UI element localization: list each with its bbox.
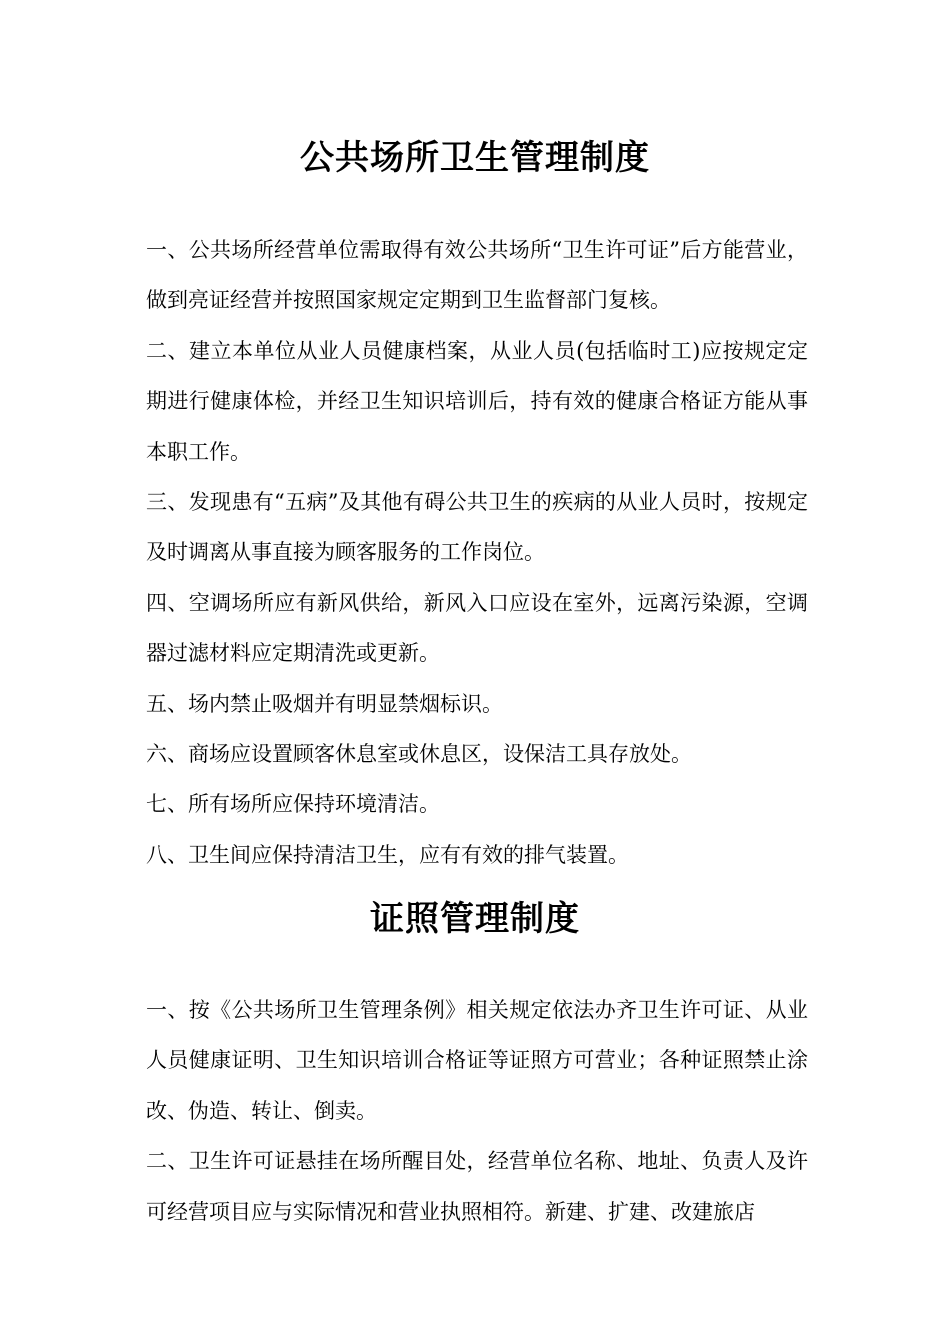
section-title-public-hygiene: 公共场所卫生管理制度 (300, 138, 650, 178)
section-public-hygiene-body (146, 225, 808, 880)
section-license-body (146, 985, 808, 1237)
paragraph: 七、所有场所应保持环境清洁。 (146, 792, 440, 817)
paragraph: 三、发现患有“五病”及其他有碍公共卫生的疾病的从业人员时，按规定及时调离从事直接为顾客服务的工作岗位。 (146, 490, 808, 565)
paragraph: 二、卫生许可证悬挂在场所醒目处，经营单位名称、地址、负责人及许可经营项目应与实际情况和营业执照相符。新建、扩建、改建旅店 (146, 1149, 808, 1224)
paragraph: 一、公共场所经营单位需取得有效公共场所“卫生许可证”后方能营业，做到亮证经营并按照国家规定定期到卫生监督部门复核。 (146, 238, 808, 313)
paragraph: 八、卫生间应保持清洁卫生，应有有效的排气装置。 (146, 842, 629, 867)
paragraph: 一、按《公共场所卫生管理条例》相关规定依法办齐卫生许可证、从业人员健康证明、卫生知识培训合格证等证照方可营业；各种证照禁止涂改、伪造、转让、倒卖。 (146, 998, 808, 1123)
paragraph: 五、场内禁止吸烟并有明显禁烟标识。 (146, 691, 503, 716)
paragraph: 六、商场应设置顾客休息室或休息区，设保洁工具存放处。 (146, 742, 692, 767)
paragraph: 四、空调场所应有新风供给，新风入口应设在室外，远离污染源，空调器过滤材料应定期清洗或更新。 (146, 590, 808, 666)
section-title-license: 证照管理制度 (370, 899, 580, 939)
paragraph: 二、建立本单位从业人员健康档案，从业人员(包括临时工)应按规定定期进行健康体检，并经卫生知识培训后，持有效的健康合格证方能从事本职工作。 (146, 338, 808, 464)
